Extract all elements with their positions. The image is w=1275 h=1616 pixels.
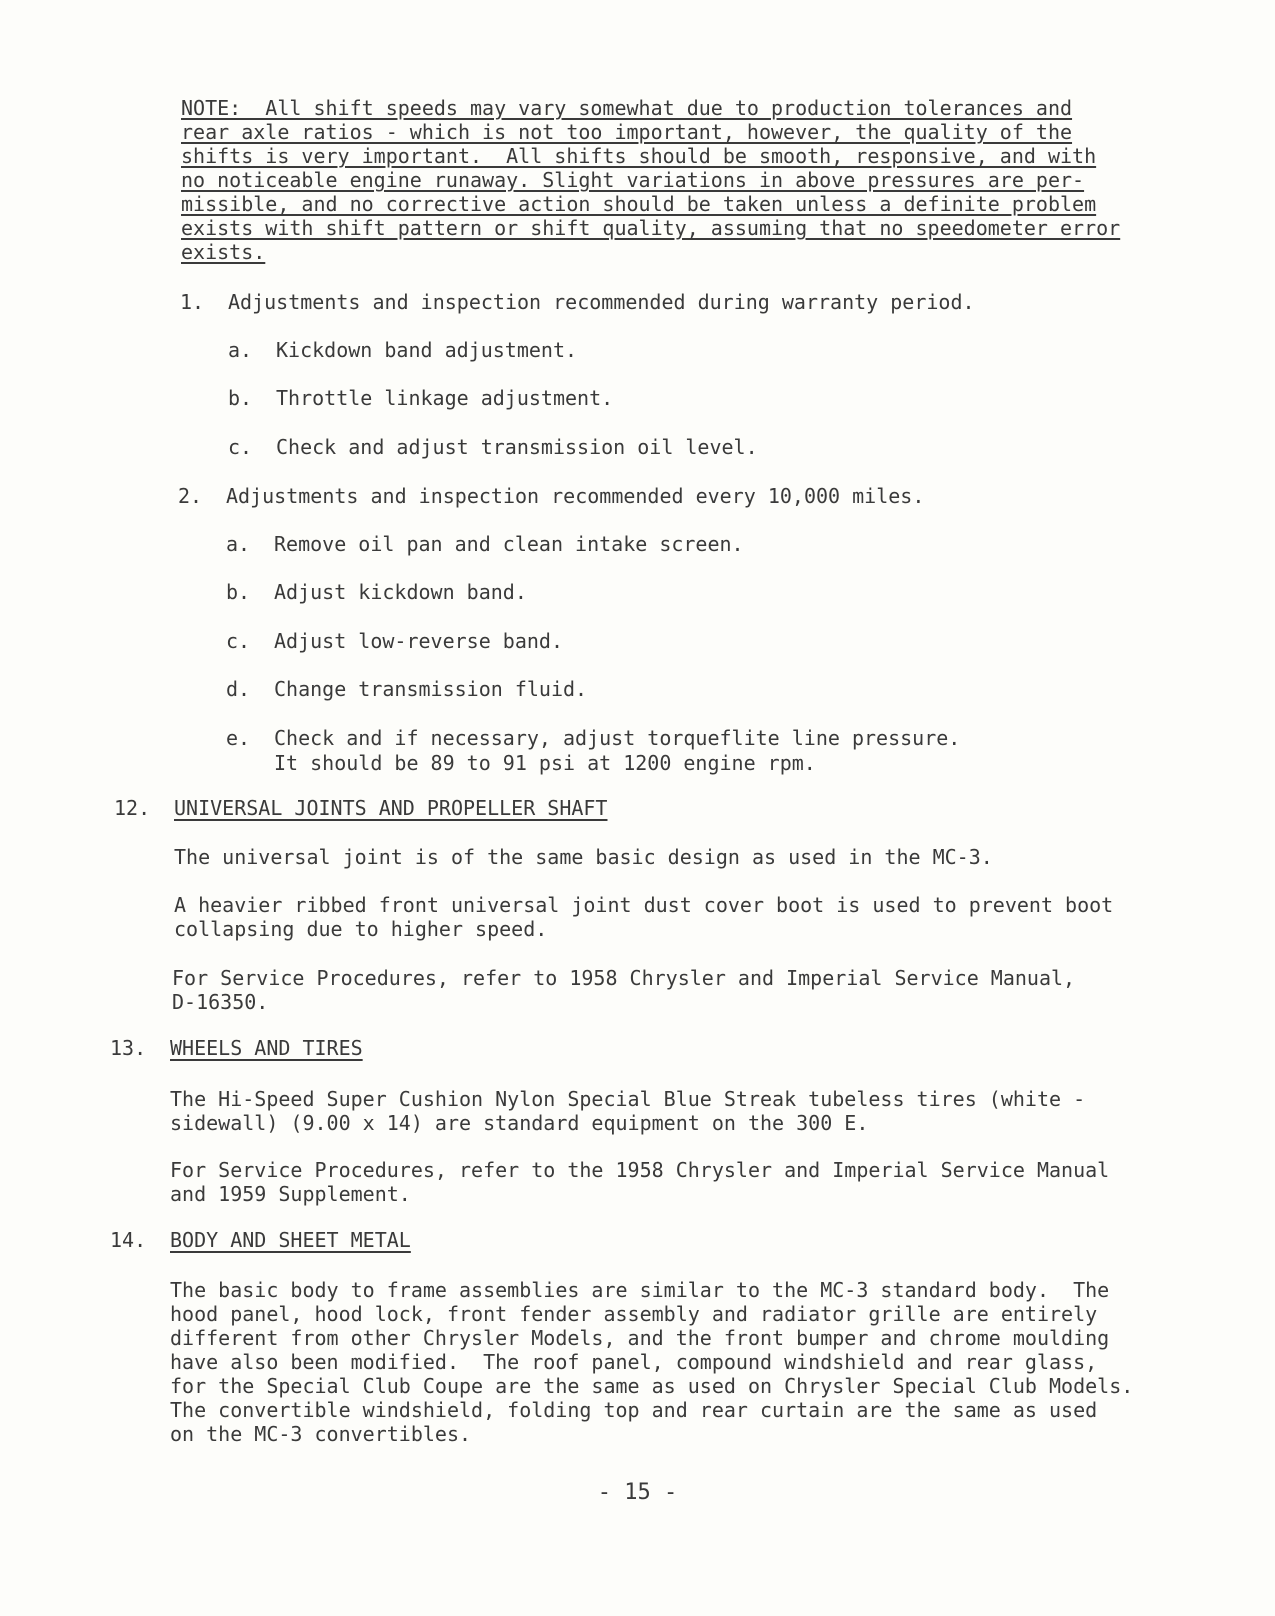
note-line: no noticeable engine runaway. Slight variations in above pressures are per- (181, 168, 1085, 192)
section-heading: UNIVERSAL JOINTS AND PROPELLER SHAFT (174, 796, 608, 820)
note-line: missible, and no corrective action should be taken unless a definite problem (181, 192, 1097, 216)
paragraph-line: A heavier ribbed front universal joint dust cover boot is used to prevent boot (174, 893, 1114, 917)
paragraph-line: on the MC-3 convertibles. (170, 1422, 472, 1446)
paragraph-line: and 1959 Supplement. (170, 1182, 411, 1206)
note-line: exists. (181, 240, 266, 264)
list-letter: b. (226, 580, 251, 604)
paragraph-line: collapsing due to higher speed. (174, 917, 548, 941)
section-heading: WHEELS AND TIRES (170, 1036, 363, 1060)
paragraph-line: For Service Procedures, refer to 1958 Chrysler and Imperial Service Manual, (172, 966, 1076, 990)
page-number: - 15 - (597, 1480, 678, 1505)
paragraph-line: The Hi-Speed Super Cushion Nylon Special Blue Streak tubeless tires (white - (170, 1087, 1086, 1111)
note-line: shifts is very important. All shifts should be smooth, responsive, and with (181, 144, 1097, 168)
list-item-text: Adjust kickdown band. (274, 580, 527, 604)
list-letter: e. (226, 726, 251, 750)
list-number: 2. (178, 484, 203, 508)
list-item-text: Check and if necessary, adjust torqueflite line pressure. (274, 726, 961, 750)
list-item-text: Adjust low-reverse band. (274, 629, 563, 653)
note-line: exists with shift pattern or shift quality, assuming that no speedometer error (181, 216, 1121, 240)
paragraph-line: The basic body to frame assemblies are similar to the MC-3 standard body. The (170, 1278, 1110, 1302)
paragraph-line: sidewall) (9.00 x 14) are standard equipment on the 300 E. (170, 1111, 869, 1135)
paragraph-line: D-16350. (172, 990, 269, 1014)
list-letter: b. (228, 386, 253, 410)
list-number: 1. (180, 290, 205, 314)
paragraph-line: different from other Chrysler Models, and the front bumper and chrome moulding (170, 1326, 1110, 1350)
section-number: 13. (110, 1036, 147, 1060)
paragraph-line: For Service Procedures, refer to the 1958 Chrysler and Imperial Service Manual (170, 1158, 1110, 1182)
paragraph-line: hood panel, hood lock, front fender assembly and radiator grille are entirely (170, 1302, 1098, 1326)
list-letter: a. (228, 338, 253, 362)
list-item-text: Adjustments and inspection recommended every 10,000 miles. (226, 484, 925, 508)
list-item-text: Kickdown band adjustment. (276, 338, 578, 362)
list-item-text: Remove oil pan and clean intake screen. (274, 532, 744, 556)
section-heading: BODY AND SHEET METAL (170, 1228, 411, 1252)
list-letter: c. (226, 629, 251, 653)
note-line: rear axle ratios - which is not too important, however, the quality of the (181, 120, 1073, 144)
list-item-text: Throttle linkage adjustment. (276, 386, 614, 410)
paragraph-line: have also been modified. The roof panel, compound windshield and rear glass, (170, 1350, 1098, 1374)
list-letter: d. (226, 677, 251, 701)
section-number: 14. (110, 1228, 147, 1252)
list-item-text: Adjustments and inspection recommended during warranty period. (228, 290, 975, 314)
paragraph-line: The universal joint is of the same basic design as used in the MC-3. (174, 845, 993, 869)
note-line: NOTE: All shift speeds may vary somewhat due to production tolerances and (181, 96, 1073, 120)
section-number: 12. (114, 796, 151, 820)
paragraph-line: for the Special Club Coupe are the same as used on Chrysler Special Club Models. (170, 1374, 1134, 1398)
list-item-text: It should be 89 to 91 psi at 1200 engine rpm. (274, 751, 816, 775)
paragraph-line: The convertible windshield, folding top and rear curtain are the same as used (170, 1398, 1098, 1422)
list-item-text: Check and adjust transmission oil level. (276, 435, 758, 459)
list-letter: a. (226, 532, 251, 556)
list-item-text: Change transmission fluid. (274, 677, 588, 701)
list-letter: c. (228, 435, 253, 459)
